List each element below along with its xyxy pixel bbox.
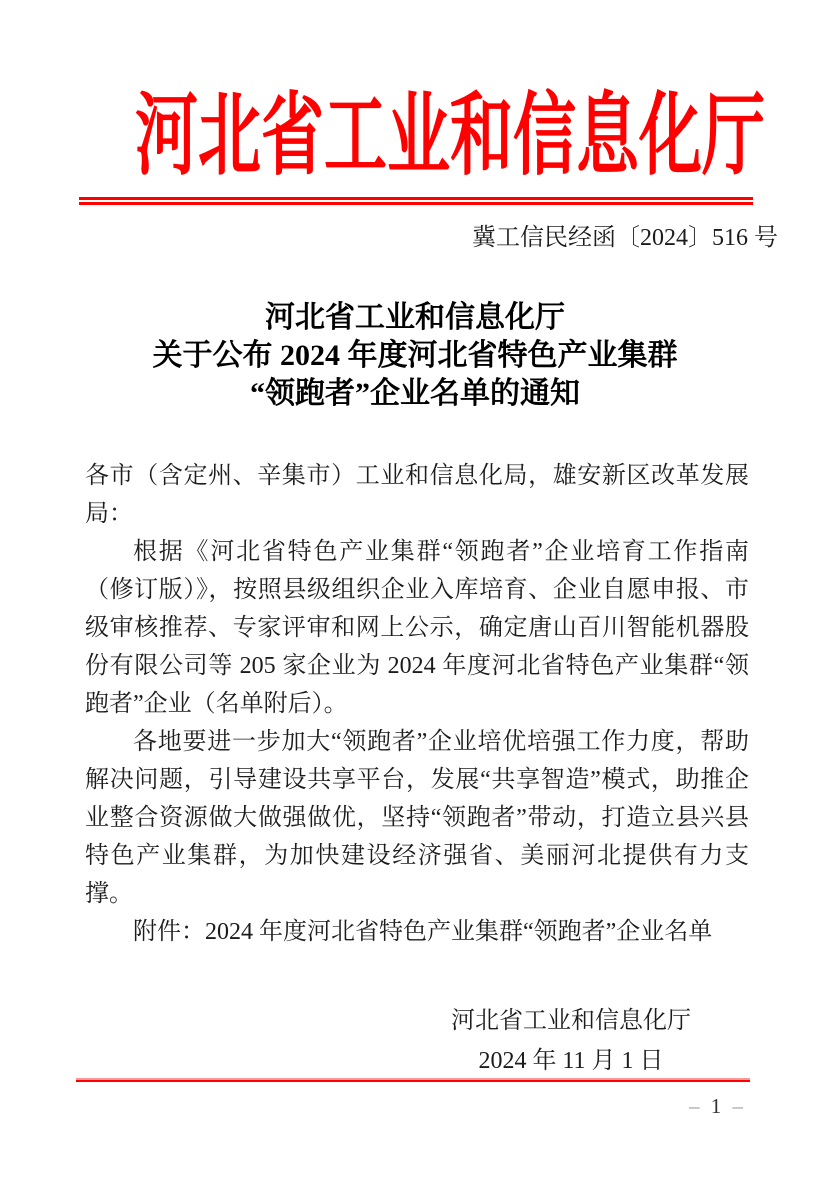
footer-divider-line [76, 1078, 750, 1082]
salutation-line: 各市（含定州、辛集市）工业和信息化局，雄安新区改革发展局： [85, 463, 749, 528]
page-number-dash-left: – [689, 1094, 703, 1118]
document-number: 冀工信民经函〔2024〕516 号 [472, 225, 778, 252]
notice-title-line-2: 关于公布 2024 年度河北省特色产业集群 [152, 339, 678, 373]
letterhead-agency-title: 河北省工业和信息化厅 [135, 87, 765, 186]
page-number-value: 1 [710, 1094, 725, 1118]
notice-title-line-1: 河北省工业和信息化厅 [265, 301, 565, 335]
letterhead [0, 0, 830, 185]
attachment-line: 附件：2024 年度河北省特色产业集群“领跑者”企业名单 [133, 919, 713, 946]
body-paragraph-2: 各地要进一步加大“领跑者”企业培优培强工作力度，帮助解决问题，引导建设共享平台，发展“共享智造”模式，助推企业整合资源做大做强做优，坚持“领跑者”带动，打造立县兴县特色产业集群，为加快建设经济强省、美丽河北提供有力支撑。 [85, 729, 749, 908]
page-number-dash-right: – [732, 1094, 746, 1118]
signature-agency: 河北省工业和信息化厅 [451, 1008, 691, 1035]
signature-block [451, 1001, 691, 1081]
body-paragraph-1: 根据《河北省特色产业集群“领跑者”企业培育工作指南（修订版）》，按照县级组织企业入库培育、企业自愿申报、市级审核推荐、专家评审和网上公示，确定唐山百川智能机器股份有限公司等 205 家企业为 2024 年度河北省特色产业集群“领跑者”企业（名单附后）。 [85, 539, 749, 718]
notice-body [85, 457, 749, 951]
page-number [689, 1094, 746, 1119]
notice-title [0, 299, 830, 413]
letterhead-divider-line [79, 197, 753, 205]
signature-date: 2024 年 11 月 1 日 [478, 1048, 664, 1075]
notice-title-line-3: “领跑者”企业名单的通知 [250, 377, 580, 411]
